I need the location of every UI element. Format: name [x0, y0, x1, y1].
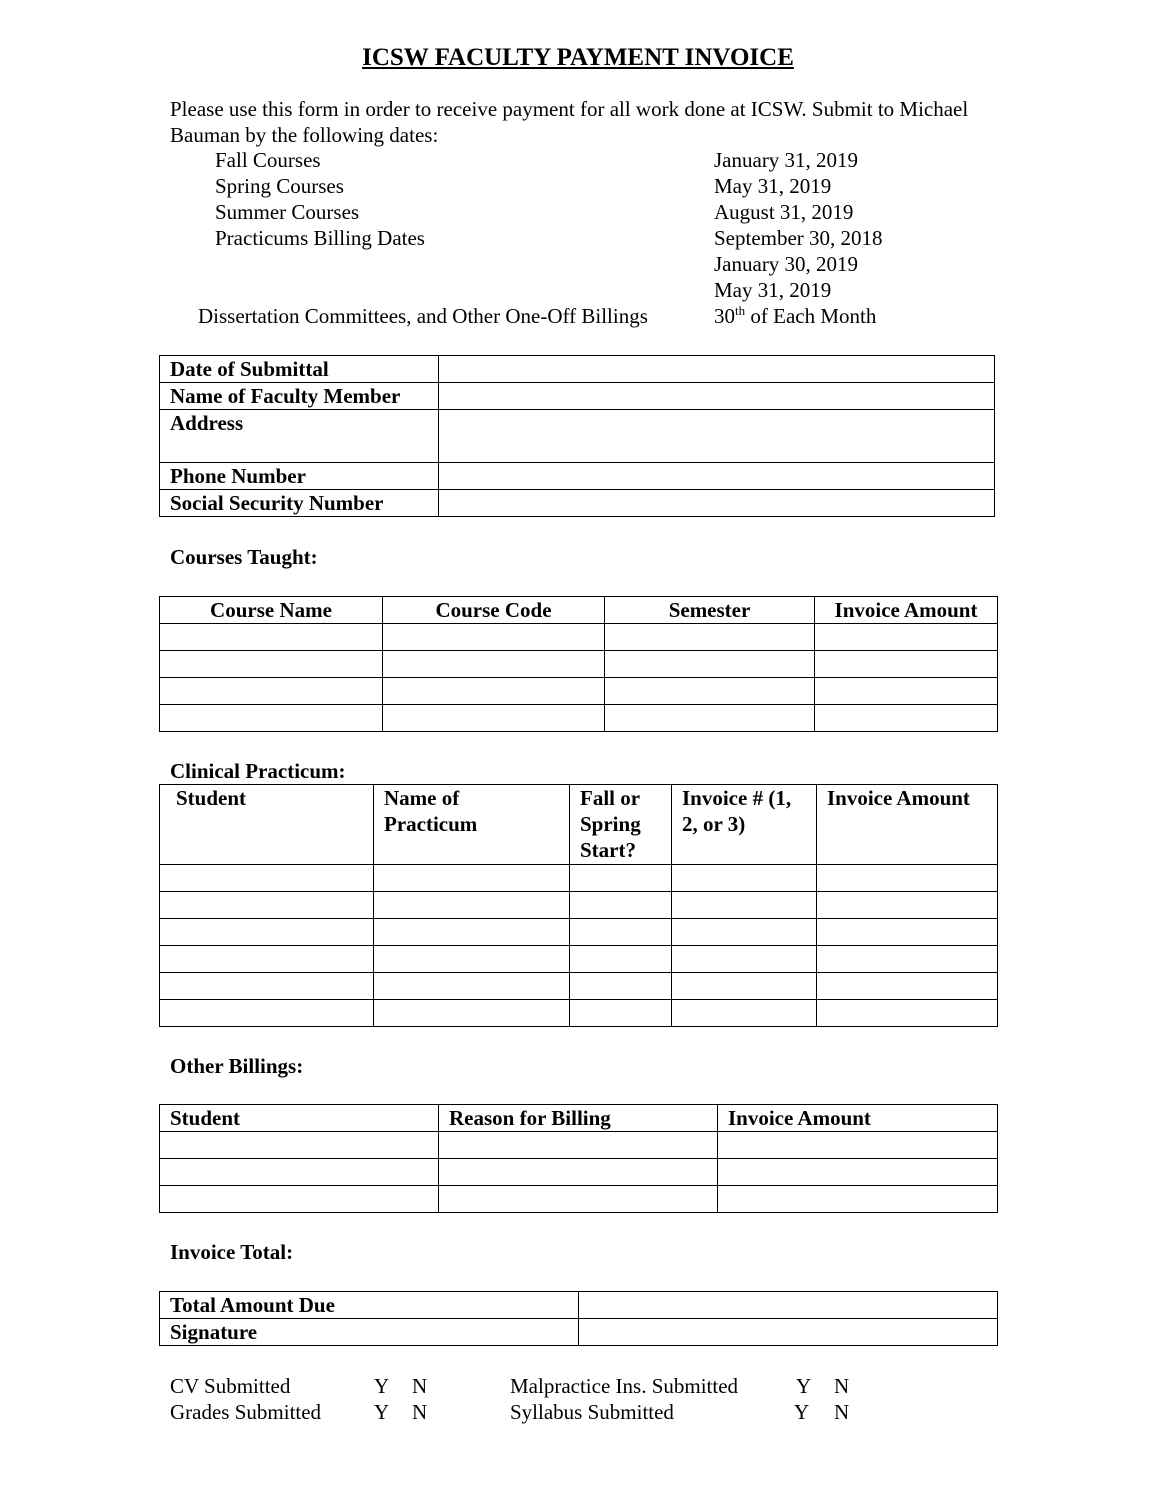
table-row — [160, 1132, 998, 1159]
cv-yes-option[interactable]: Y — [374, 1374, 390, 1398]
malpractice-submitted-label: Malpractice Ins. Submitted — [510, 1374, 739, 1398]
table-row — [160, 651, 998, 678]
table-cell[interactable] — [570, 919, 672, 946]
table-cell[interactable] — [160, 919, 374, 946]
table-cell[interactable] — [160, 678, 383, 705]
table-cell[interactable] — [439, 1186, 718, 1213]
table-cell[interactable] — [374, 973, 570, 1000]
table-cell[interactable] — [605, 705, 815, 732]
date-of-submittal-label: Date of Submittal — [160, 356, 439, 383]
syllabus-submitted-label: Syllabus Submitted — [510, 1400, 674, 1424]
table-cell[interactable] — [605, 651, 815, 678]
table-row — [160, 624, 998, 651]
other-billings-heading: Other Billings: — [170, 1054, 304, 1078]
schedule-fall-date: January 31, 2019 — [714, 148, 859, 172]
table-cell[interactable] — [605, 624, 815, 651]
faculty-name-label: Name of Faculty Member — [160, 383, 439, 410]
table-cell[interactable] — [383, 624, 605, 651]
table-row — [160, 892, 998, 919]
grades-yes-option[interactable]: Y — [374, 1400, 390, 1424]
grades-submitted-label: Grades Submitted — [170, 1400, 322, 1424]
schedule-spring-date: May 31, 2019 — [714, 174, 832, 198]
invoice-total-heading: Invoice Total: — [170, 1240, 294, 1264]
table-cell[interactable] — [817, 973, 998, 1000]
table-row — [160, 678, 998, 705]
schedule-summer-date: August 31, 2019 — [714, 200, 854, 224]
address-field[interactable] — [439, 410, 995, 463]
table-cell[interactable] — [439, 1132, 718, 1159]
course-code-header: Course Code — [383, 597, 605, 624]
courses-table — [159, 596, 998, 732]
malpractice-yes-option[interactable]: Y — [796, 1374, 812, 1398]
practicum-heading: Clinical Practicum: — [170, 759, 346, 783]
table-cell[interactable] — [374, 1000, 570, 1027]
table-row — [160, 1186, 998, 1213]
practicum-name-header: Name of Practicum — [374, 785, 570, 865]
schedule-practicum-label: Practicums Billing Dates — [215, 226, 425, 250]
total-amount-due-field[interactable] — [579, 1292, 998, 1319]
practicum-invoice-number-header: Invoice # (1, 2, or 3) — [672, 785, 817, 865]
course-invoice-amount-header: Invoice Amount — [815, 597, 998, 624]
table-cell[interactable] — [815, 678, 998, 705]
other-billings-table — [159, 1104, 998, 1213]
table-cell[interactable] — [672, 919, 817, 946]
schedule-practicum-date-1: September 30, 2018 — [714, 226, 883, 250]
table-cell[interactable] — [817, 865, 998, 892]
semester-header: Semester — [605, 597, 815, 624]
table-cell[interactable] — [160, 651, 383, 678]
table-cell[interactable] — [672, 973, 817, 1000]
practicum-student-header: Student — [160, 785, 374, 865]
table-row — [160, 973, 998, 1000]
table-cell[interactable] — [570, 973, 672, 1000]
faculty-name-field[interactable] — [439, 383, 995, 410]
page-title: ICSW FACULTY PAYMENT INVOICE — [362, 44, 794, 71]
invoice-total-table — [159, 1291, 998, 1346]
other-invoice-amount-header: Invoice Amount — [718, 1105, 998, 1132]
table-cell[interactable] — [718, 1132, 998, 1159]
table-cell[interactable] — [815, 651, 998, 678]
table-cell[interactable] — [570, 865, 672, 892]
schedule-spring-label: Spring Courses — [215, 174, 344, 198]
cv-submitted-label: CV Submitted — [170, 1374, 291, 1398]
date-of-submittal-field[interactable] — [439, 356, 995, 383]
table-row — [160, 705, 998, 732]
table-cell[interactable] — [160, 1132, 439, 1159]
table-cell[interactable] — [160, 705, 383, 732]
signature-field[interactable] — [579, 1319, 998, 1346]
table-cell[interactable] — [817, 892, 998, 919]
table-cell[interactable] — [718, 1159, 998, 1186]
practicum-invoice-amount-header: Invoice Amount — [817, 785, 998, 865]
practicum-table — [159, 784, 998, 1027]
table-cell[interactable] — [160, 1186, 439, 1213]
table-cell[interactable] — [570, 946, 672, 973]
table-cell[interactable] — [160, 892, 374, 919]
table-row — [160, 1000, 998, 1027]
table-cell[interactable] — [817, 919, 998, 946]
grades-no-option[interactable]: N — [412, 1400, 428, 1424]
table-cell[interactable] — [672, 946, 817, 973]
phone-number-field[interactable] — [439, 463, 995, 490]
table-cell[interactable] — [383, 651, 605, 678]
other-student-header: Student — [160, 1105, 439, 1132]
cv-no-option[interactable]: N — [412, 1374, 428, 1398]
table-cell[interactable] — [672, 865, 817, 892]
table-cell[interactable] — [815, 705, 998, 732]
table-cell[interactable] — [383, 678, 605, 705]
table-cell[interactable] — [160, 946, 374, 973]
intro-text: Please use this form in order to receive payment for all work done at ICSW. Submit to Michael Bauman by the following dates: — [170, 97, 969, 147]
total-amount-due-label: Total Amount Due — [160, 1292, 579, 1319]
address-label: Address — [160, 410, 439, 463]
table-cell[interactable] — [160, 865, 374, 892]
schedule-other-label: Dissertation Committees, and Other One-Off Billings — [198, 304, 648, 328]
table-cell[interactable] — [672, 892, 817, 919]
ssn-field[interactable] — [439, 490, 995, 517]
table-cell[interactable] — [374, 865, 570, 892]
ssn-label: Social Security Number — [160, 490, 439, 517]
table-cell[interactable] — [718, 1186, 998, 1213]
table-cell[interactable] — [817, 946, 998, 973]
table-cell[interactable] — [570, 1000, 672, 1027]
table-row — [160, 1159, 998, 1186]
practicum-start-header: Fall or Spring Start? — [570, 785, 672, 865]
faculty-info-table — [159, 355, 995, 517]
syllabus-no-option[interactable]: N — [834, 1400, 850, 1424]
schedule-other-date: 30th of Each Month — [714, 303, 877, 328]
table-row — [160, 865, 998, 892]
table-cell[interactable] — [605, 678, 815, 705]
signature-label: Signature — [160, 1319, 579, 1346]
table-cell[interactable] — [374, 919, 570, 946]
phone-number-label: Phone Number — [160, 463, 439, 490]
schedule-practicum-date-2: January 30, 2019 — [714, 252, 859, 276]
table-cell[interactable] — [374, 892, 570, 919]
reason-for-billing-header: Reason for Billing — [439, 1105, 718, 1132]
table-cell[interactable] — [439, 1159, 718, 1186]
table-cell[interactable] — [672, 1000, 817, 1027]
course-name-header: Course Name — [160, 597, 383, 624]
table-row — [160, 946, 998, 973]
table-cell[interactable] — [570, 892, 672, 919]
schedule-practicum-date-3: May 31, 2019 — [714, 278, 832, 302]
malpractice-no-option[interactable]: N — [834, 1374, 850, 1398]
table-cell[interactable] — [374, 946, 570, 973]
table-cell[interactable] — [160, 973, 374, 1000]
schedule-fall-label: Fall Courses — [215, 148, 321, 172]
syllabus-yes-option[interactable]: Y — [794, 1400, 810, 1424]
schedule-summer-label: Summer Courses — [215, 200, 360, 224]
table-cell[interactable] — [160, 1159, 439, 1186]
table-cell[interactable] — [160, 1000, 374, 1027]
table-row — [160, 919, 998, 946]
table-cell[interactable] — [817, 1000, 998, 1027]
table-cell[interactable] — [383, 705, 605, 732]
table-cell[interactable] — [160, 624, 383, 651]
table-cell[interactable] — [815, 624, 998, 651]
courses-heading: Courses Taught: — [170, 545, 318, 569]
